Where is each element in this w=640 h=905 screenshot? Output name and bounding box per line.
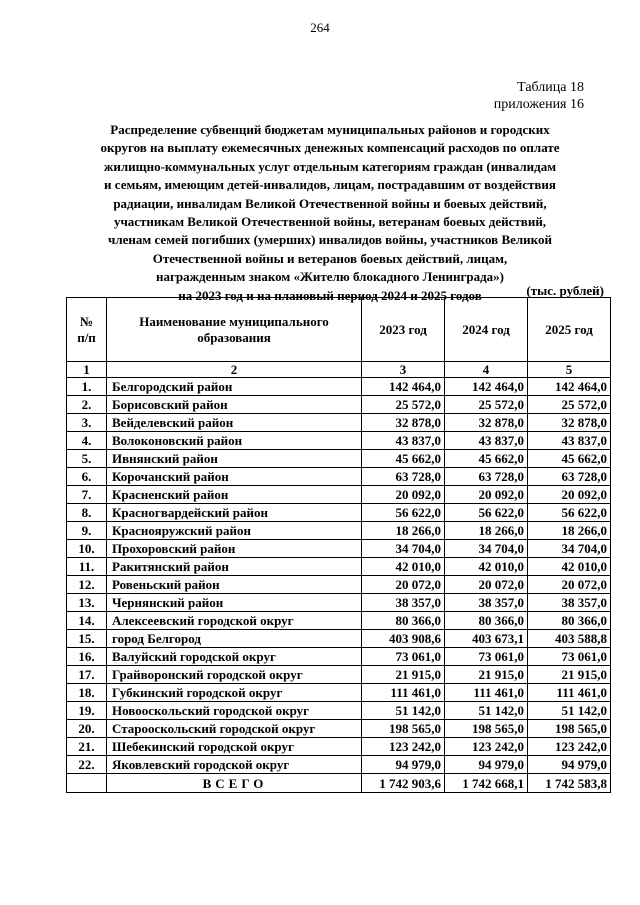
value-2023: 18 266,0 xyxy=(362,522,445,540)
value-2024: 45 662,0 xyxy=(445,450,528,468)
total-2024: 1 742 668,1 xyxy=(445,774,528,793)
table-body xyxy=(67,378,611,793)
table-row xyxy=(67,594,611,612)
value-2025: 43 837,0 xyxy=(528,432,611,450)
municipality-name: Краснояружский район xyxy=(107,522,362,540)
municipality-name: Волоконовский район xyxy=(107,432,362,450)
value-2023: 56 622,0 xyxy=(362,504,445,522)
value-2025: 56 622,0 xyxy=(528,504,611,522)
value-2024: 111 461,0 xyxy=(445,684,528,702)
table-row xyxy=(67,396,611,414)
municipality-name: Алексеевский городской округ xyxy=(107,612,362,630)
header-number xyxy=(67,298,107,362)
column-number: 4 xyxy=(445,362,528,378)
municipality-name: Старооскольский городской округ xyxy=(107,720,362,738)
value-2024: 198 565,0 xyxy=(445,720,528,738)
value-2025: 45 662,0 xyxy=(528,450,611,468)
header-2024: 2024 год xyxy=(445,298,528,362)
table-row xyxy=(67,702,611,720)
value-2024: 20 092,0 xyxy=(445,486,528,504)
value-2024: 63 728,0 xyxy=(445,468,528,486)
row-number: 4. xyxy=(67,432,107,450)
row-number: 11. xyxy=(67,558,107,576)
value-2023: 38 357,0 xyxy=(362,594,445,612)
title-line: жилищно-коммунальных услуг отдельным категориям граждан (инвалидам xyxy=(103,158,557,174)
value-2024: 80 366,0 xyxy=(445,612,528,630)
title-line: и семьям, имеющим детей-инвалидов, лицам, пострадавшим от воздействия xyxy=(104,177,556,193)
total-label: ВСЕГО xyxy=(107,774,362,793)
value-2024: 51 142,0 xyxy=(445,702,528,720)
row-number: 22. xyxy=(67,756,107,774)
row-number: 10. xyxy=(67,540,107,558)
value-2025: 198 565,0 xyxy=(528,720,611,738)
column-number: 1 xyxy=(67,362,107,378)
row-number: 21. xyxy=(67,738,107,756)
value-2025: 25 572,0 xyxy=(528,396,611,414)
table-row xyxy=(67,468,611,486)
value-2025: 20 072,0 xyxy=(528,576,611,594)
table-row xyxy=(67,486,611,504)
value-2025: 42 010,0 xyxy=(528,558,611,576)
value-2025: 94 979,0 xyxy=(528,756,611,774)
value-2025: 80 366,0 xyxy=(528,612,611,630)
value-2024: 32 878,0 xyxy=(445,414,528,432)
value-2023: 73 061,0 xyxy=(362,648,445,666)
title-line: округов на выплату ежемесячных денежных компенсаций расходов по оплате xyxy=(100,140,560,156)
value-2023: 20 072,0 xyxy=(362,576,445,594)
table-row xyxy=(67,432,611,450)
value-2023: 63 728,0 xyxy=(362,468,445,486)
municipality-name: Валуйский городской округ xyxy=(107,648,362,666)
row-number: 18. xyxy=(67,684,107,702)
header-name-line2: образования xyxy=(197,329,271,345)
municipality-name: Ракитянский район xyxy=(107,558,362,576)
value-2023: 80 366,0 xyxy=(362,612,445,630)
title-line: радиации, инвалидам Великой Отечественной войны и боевых действий, xyxy=(113,195,547,211)
table-row xyxy=(67,756,611,774)
value-2024: 73 061,0 xyxy=(445,648,528,666)
header-name-line1: Наименование муниципального xyxy=(139,313,329,329)
value-2023: 20 092,0 xyxy=(362,486,445,504)
title-line: награжденным знаком «Жителю блокадного Ленинграда») xyxy=(155,269,505,285)
value-2025: 403 588,8 xyxy=(528,630,611,648)
value-2023: 111 461,0 xyxy=(362,684,445,702)
header-name xyxy=(107,298,362,362)
municipality-name: Белгородский район xyxy=(107,378,362,396)
table-row xyxy=(67,630,611,648)
column-number: 3 xyxy=(362,362,445,378)
value-2023: 403 908,6 xyxy=(362,630,445,648)
value-2025: 34 704,0 xyxy=(528,540,611,558)
municipality-name: Чернянский район xyxy=(107,594,362,612)
value-2024: 38 357,0 xyxy=(445,594,528,612)
value-2024: 18 266,0 xyxy=(445,522,528,540)
title-line: Распределение субвенций бюджетам муниципальных районов и городских xyxy=(110,122,550,137)
table-row xyxy=(67,666,611,684)
row-number: 1. xyxy=(67,378,107,396)
table-row xyxy=(67,450,611,468)
row-number: 9. xyxy=(67,522,107,540)
table-ref-line1: Таблица 18 xyxy=(517,80,584,95)
value-2024: 25 572,0 xyxy=(445,396,528,414)
municipality-name: Ровеньский район xyxy=(107,576,362,594)
header-2025: 2025 год xyxy=(528,298,611,362)
municipality-name: Новооскольский городской округ xyxy=(107,702,362,720)
value-2023: 34 704,0 xyxy=(362,540,445,558)
document-title xyxy=(70,121,590,305)
value-2025: 32 878,0 xyxy=(528,414,611,432)
value-2025: 142 464,0 xyxy=(528,378,611,396)
municipality-name: город Белгород xyxy=(107,630,362,648)
value-2024: 56 622,0 xyxy=(445,504,528,522)
row-number: 13. xyxy=(67,594,107,612)
table-row xyxy=(67,558,611,576)
value-2023: 45 662,0 xyxy=(362,450,445,468)
value-2024: 34 704,0 xyxy=(445,540,528,558)
municipality-name: Вейделевский район xyxy=(107,414,362,432)
value-2025: 73 061,0 xyxy=(528,648,611,666)
table-row xyxy=(67,540,611,558)
value-2023: 25 572,0 xyxy=(362,396,445,414)
row-number: 7. xyxy=(67,486,107,504)
table-row xyxy=(67,378,611,396)
value-2023: 21 915,0 xyxy=(362,666,445,684)
table-row xyxy=(67,648,611,666)
value-2025: 18 266,0 xyxy=(528,522,611,540)
value-2024: 43 837,0 xyxy=(445,432,528,450)
title-line: Отечественной войны и ветеранов боевых действий, лицам, xyxy=(152,250,508,266)
value-2025: 51 142,0 xyxy=(528,702,611,720)
title-line: на 2023 год и на плановый период 2024 и 2025 годов xyxy=(178,287,482,303)
value-2025: 63 728,0 xyxy=(528,468,611,486)
municipality-name: Борисовский район xyxy=(107,396,362,414)
table-row xyxy=(67,612,611,630)
total-2025: 1 742 583,8 xyxy=(528,774,611,793)
value-2024: 403 673,1 xyxy=(445,630,528,648)
header-number-line1: № xyxy=(79,313,94,329)
table-row xyxy=(67,504,611,522)
row-number: 12. xyxy=(67,576,107,594)
table-row xyxy=(67,414,611,432)
value-2023: 142 464,0 xyxy=(362,378,445,396)
municipality-name: Яковлевский городской округ xyxy=(107,756,362,774)
value-2023: 198 565,0 xyxy=(362,720,445,738)
row-number: 14. xyxy=(67,612,107,630)
municipality-name: Шебекинский городской округ xyxy=(107,738,362,756)
municipality-name: Корочанский район xyxy=(107,468,362,486)
municipality-name: Красненский район xyxy=(107,486,362,504)
value-2025: 21 915,0 xyxy=(528,666,611,684)
value-2025: 20 092,0 xyxy=(528,486,611,504)
municipality-name: Красногвардейский район xyxy=(107,504,362,522)
row-number: 3. xyxy=(67,414,107,432)
value-2024: 123 242,0 xyxy=(445,738,528,756)
value-2023: 32 878,0 xyxy=(362,414,445,432)
row-number: 19. xyxy=(67,702,107,720)
municipality-name: Ивнянский район xyxy=(107,450,362,468)
municipality-name: Губкинский городской округ xyxy=(107,684,362,702)
column-number: 5 xyxy=(528,362,611,378)
column-number: 2 xyxy=(107,362,362,378)
value-2024: 94 979,0 xyxy=(445,756,528,774)
row-number: 17. xyxy=(67,666,107,684)
row-number: 5. xyxy=(67,450,107,468)
column-number-row xyxy=(67,362,611,378)
row-number: 8. xyxy=(67,504,107,522)
row-number: 16. xyxy=(67,648,107,666)
value-2023: 94 979,0 xyxy=(362,756,445,774)
table-row xyxy=(67,522,611,540)
header-number-line2: п/п xyxy=(77,329,96,345)
total-row xyxy=(67,774,611,793)
row-number: 15. xyxy=(67,630,107,648)
municipality-name: Прохоровский район xyxy=(107,540,362,558)
value-2025: 38 357,0 xyxy=(528,594,611,612)
table-row xyxy=(67,576,611,594)
value-2024: 42 010,0 xyxy=(445,558,528,576)
units-label: (тыс. рублей) xyxy=(526,283,604,298)
table-reference xyxy=(494,79,584,113)
row-number: 2. xyxy=(67,396,107,414)
value-2023: 43 837,0 xyxy=(362,432,445,450)
table-row xyxy=(67,738,611,756)
value-2025: 111 461,0 xyxy=(528,684,611,702)
page-number: 264 xyxy=(310,20,330,35)
table-ref-line2: приложения 16 xyxy=(493,97,584,112)
value-2024: 142 464,0 xyxy=(445,378,528,396)
value-2025: 123 242,0 xyxy=(528,738,611,756)
row-number: 6. xyxy=(67,468,107,486)
header-row xyxy=(67,298,611,362)
title-line: участникам Великой Отечественной войны, ветеранам боевых действий, xyxy=(113,214,547,230)
total-number-cell xyxy=(67,774,107,793)
value-2023: 42 010,0 xyxy=(362,558,445,576)
table-row xyxy=(67,684,611,702)
municipality-name: Грайворонский городской округ xyxy=(107,666,362,684)
row-number: 20. xyxy=(67,720,107,738)
title-line: членам семей погибших (умерших) инвалидов войны, участников Великой xyxy=(108,232,552,248)
header-2023: 2023 год xyxy=(362,298,445,362)
total-2023: 1 742 903,6 xyxy=(362,774,445,793)
value-2024: 21 915,0 xyxy=(445,666,528,684)
value-2023: 123 242,0 xyxy=(362,738,445,756)
value-2023: 51 142,0 xyxy=(362,702,445,720)
table-row xyxy=(67,720,611,738)
value-2024: 20 072,0 xyxy=(445,576,528,594)
subsidy-table xyxy=(66,297,611,793)
